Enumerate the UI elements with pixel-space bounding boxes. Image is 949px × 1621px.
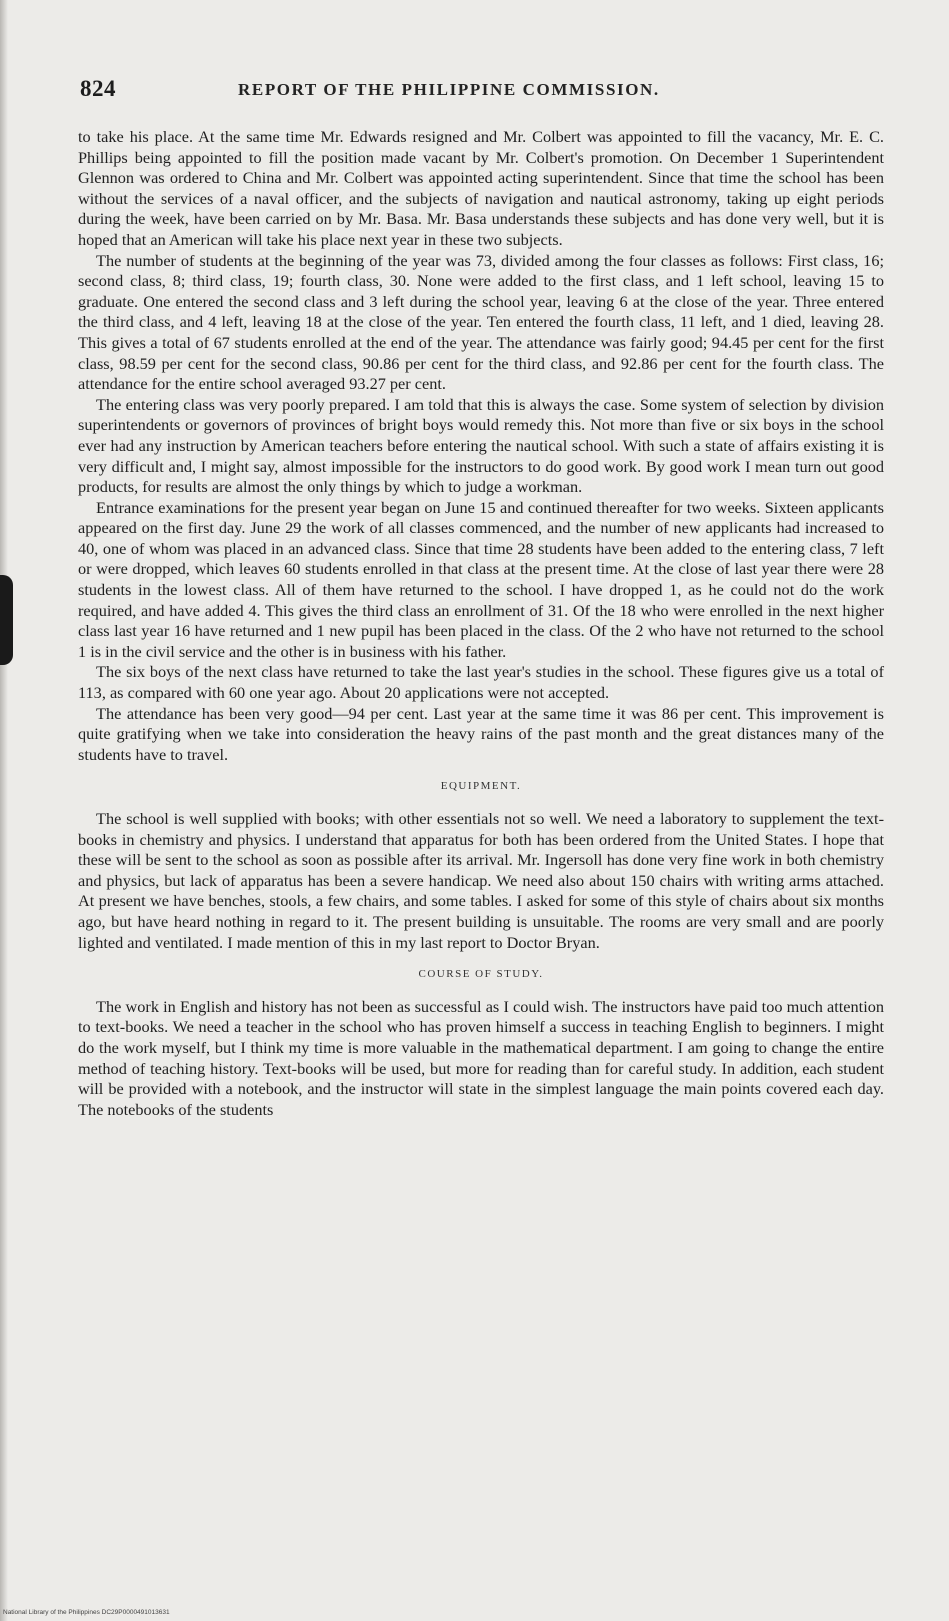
page-body [78,127,884,1120]
page-edge-shadow [0,0,8,1621]
scan-footer-id: National Library of the Philippines DC29P0000491013631 [3,1609,170,1616]
page-number: 824 [80,76,116,101]
paragraph-3: The entering class was very poorly prepared. I am told that this is always the case. Some system of selection by division superintendents or governors of provinces of bright boys would remedy this. Not more than five or six boys in the school ever had any instruction by American teachers before entering the nautical school. With such a state of affairs existing it is very difficult and, I might say, almost impossible for the instructors to do good work. By good work I mean turn out good products, for results are almost the only things by which to judge a workman. [78,394,884,497]
section-heading-course-of-study: COURSE OF STUDY. [418,968,544,981]
section-heading-equipment: EQUIPMENT. [440,780,522,793]
running-head: REPORT OF THE PHILIPPINE COMMISSION. [238,80,660,99]
course-of-study-paragraph: The work in English and history has not been as successful as I could wish. The instructors have paid too much attention to text-books. We need a teacher in the school who has proven himself a success in teaching English to beginners. I might do the work myself, but I think my time is more valuable in the mathematical department. I am going to change the entire method of teaching history. Text-books will be used, but more for reading than for careful study. In addition, each student will be provided with a notebook, and the instructor will state in the simplest language the main points covered each day. The notebooks of the students [78,996,884,1119]
binding-shadow-mark [0,575,13,665]
page-header [80,72,880,112]
paragraph-1: to take his place. At the same time Mr. Edwards resigned and Mr. Colbert was appointed to fill the vacancy, Mr. E. C. Phillips being appointed to fill the position made vacant by Mr. Colbert's promotion. On December 1 Superintendent Glennon was ordered to China and Mr. Colbert was appointed acting superintendent. Since that time the school has been without the services of a naval officer, and the subjects of navigation and nautical astronomy, taking up eight periods during the week, have been carried on by Mr. Basa. Mr. Basa understands these subjects and has done very well, but it is hoped that an American will take his place next year in these two subjects. [78,127,884,249]
paragraph-4: Entrance examinations for the present year began on June 15 and continued thereafter for two weeks. Sixteen applicants appeared on the first day. June 29 the work of all classes commenced, and the number of new applicants had increased to 40, one of whom was placed in an advanced class. Since that time 28 students have been added to the entering class, 7 left or were dropped, which leaves 60 students enrolled in that class at the present time. At the close of last year there were 28 students in the lowest class. All of them have returned to the school. I have dropped 1, as he could not do the work required, and have added 4. This gives the third class an enrollment of 31. Of the 18 who were enrolled in the next higher class last year 16 have returned and 1 new pupil has been placed in the class. Of the 2 who have not returned to the school 1 is in the civil service and the other is in business with his father. [78,497,884,661]
paragraph-2: The number of students at the beginning of the year was 73, divided among the four classes as follows: First class, 16; second class, 8; third class, 19; fourth class, 30. None were added to the first class, and 1 left school, leaving 15 to graduate. One entered the second class and 3 left during the school year, leaving 6 at the close of the year. Three entered the third class, and 4 left, leaving 18 at the close of the year. Ten entered the fourth class, 11 left, and 1 died, leaving 28. This gives a total of 67 students enrolled at the end of the year. The attendance was fairly good; 94.45 per cent for the first class, 98.59 per cent for the second class, 90.86 per cent for the third class, and 92.86 per cent for the fourth class. The attendance for the entire school averaged 93.27 per cent. [78,250,884,394]
paragraph-6: The attendance has been very good—94 per cent. Last year at the same time it was 86 per cent. This improvement is quite gratifying when we take into consideration the heavy rains of the past month and the great distances many of the students have to travel. [78,703,884,764]
paragraph-5: The six boys of the next class have returned to take the last year's studies in the school. These figures give us a total of 113, as compared with 60 one year ago. About 20 applications were not accepted. [78,662,884,703]
equipment-paragraph: The school is well supplied with books; with other essentials not so well. We need a laboratory to supplement the text-books in chemistry and physics. I understand that apparatus for both has been ordered from the United States. I hope that these will be sent to the school as soon as possible after its arrival. Mr. Ingersoll has done very fine work in both chemistry and physics, but lack of apparatus has been a severe handicap. We need also about 150 chairs with writing arms attached. At present we have benches, stools, a few chairs, and some tables. I asked for some of this style of chairs about six months ago, but have heard nothing in regard to it. The present building is unsuitable. The rooms are very small and are poorly lighted and ventilated. I made mention of this in my last report to Doctor Bryan. [78,809,884,952]
